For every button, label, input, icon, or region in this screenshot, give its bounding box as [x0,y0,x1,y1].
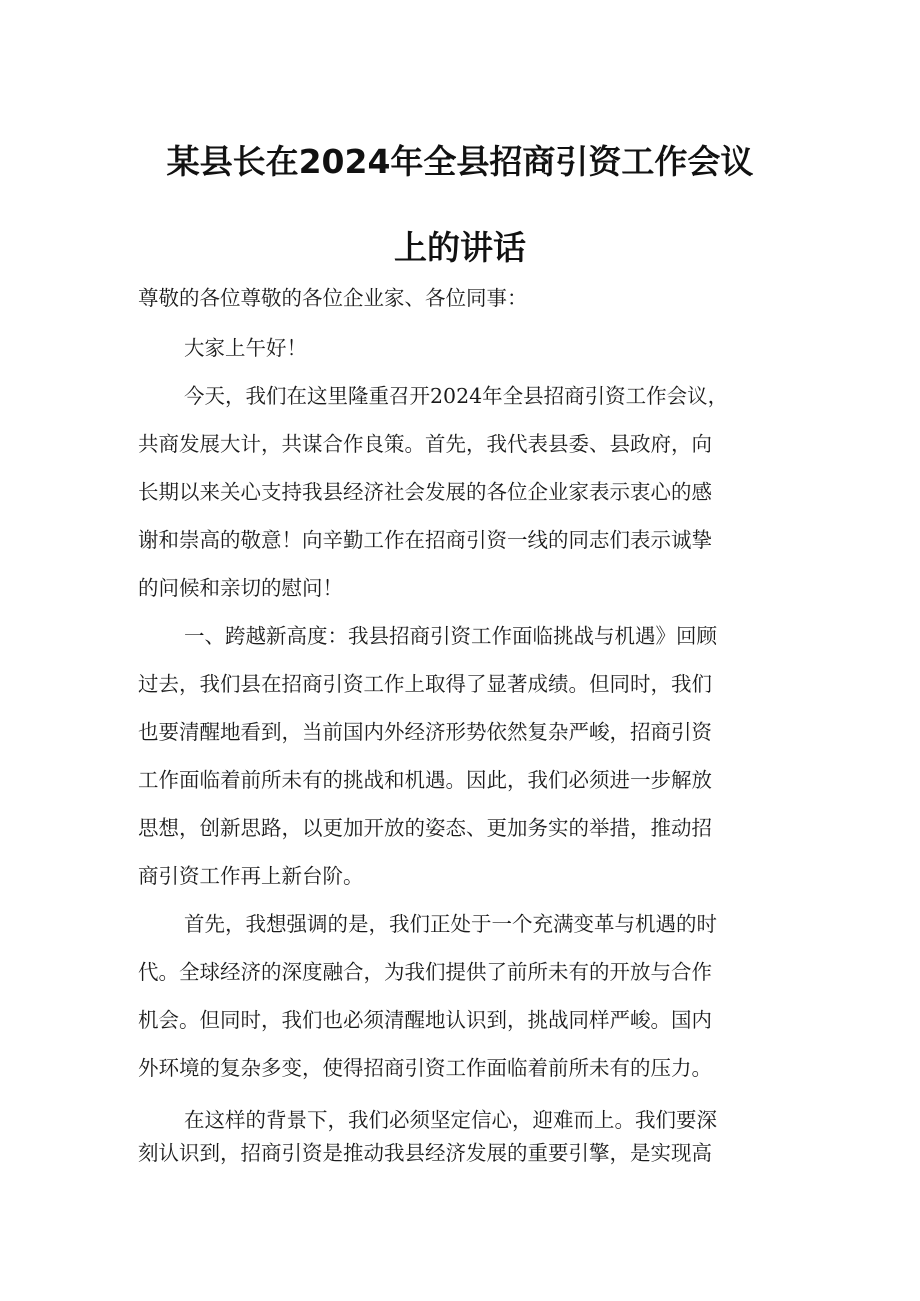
salutation: 尊敬的各位尊敬的各位企业家、各位同事： [138,286,528,310]
paragraph-2-line-3: 也要清醒地看到，当前国内外经济形势依然复杂严峻，招商引资 [138,720,712,744]
paragraph-4-line-1: 在这样的背景下，我们必须坚定信心，迎难而上。我们要深 [184,1108,717,1132]
paragraph-1-line-4: 谢和崇高的敬意！向辛勤工作在招商引资一线的同志们表示诚挚 [138,528,712,552]
paragraph-3-line-2: 代。全球经济的深度融合，为我们提供了前所未有的开放与合作 [138,960,712,984]
document-title-line-2: 上的讲话 [394,228,526,267]
greeting: 大家上午好！ [184,336,307,360]
paragraph-2-line-6: 商引资工作再上新台阶。 [138,864,364,888]
paragraph-1-line-3: 长期以来关心支持我县经济社会发展的各位企业家表示衷心的感 [138,480,712,504]
paragraph-1-line-1: 今天，我们在这里隆重召开2024年全县招商引资工作会议， [184,384,729,408]
paragraph-2-line-5: 思想，创新思路，以更加开放的姿态、更加务实的举措，推动招 [138,816,712,840]
paragraph-2-line-1: 一、跨越新高度：我县招商引资工作面临挑战与机遇》回顾 [184,624,717,648]
paragraph-2-line-4: 工作面临着前所未有的挑战和机遇。因此，我们必须进一步解放 [138,768,712,792]
paragraph-4-line-2: 刻认识到，招商引资是推动我县经济发展的重要引擎，是实现高 [138,1141,712,1165]
document-title-line-1: 某县长在2024年全县招商引资工作会议 [166,142,754,181]
paragraph-3-line-1: 首先，我想强调的是，我们正处于一个充满变革与机遇的时 [184,912,717,936]
paragraph-1-line-2: 共商发展大计，共谋合作良策。首先，我代表县委、县政府，向 [138,432,712,456]
paragraph-1-line-5: 的问候和亲切的慰问！ [138,576,343,600]
paragraph-3-line-4: 外环境的复杂多变，使得招商引资工作面临着前所未有的压力。 [138,1056,712,1080]
paragraph-3-line-3: 机会。但同时，我们也必须清醒地认识到，挑战同样严峻。国内 [138,1008,712,1032]
paragraph-2-line-2: 过去，我们县在招商引资工作上取得了显著成绩。但同时，我们 [138,672,712,696]
